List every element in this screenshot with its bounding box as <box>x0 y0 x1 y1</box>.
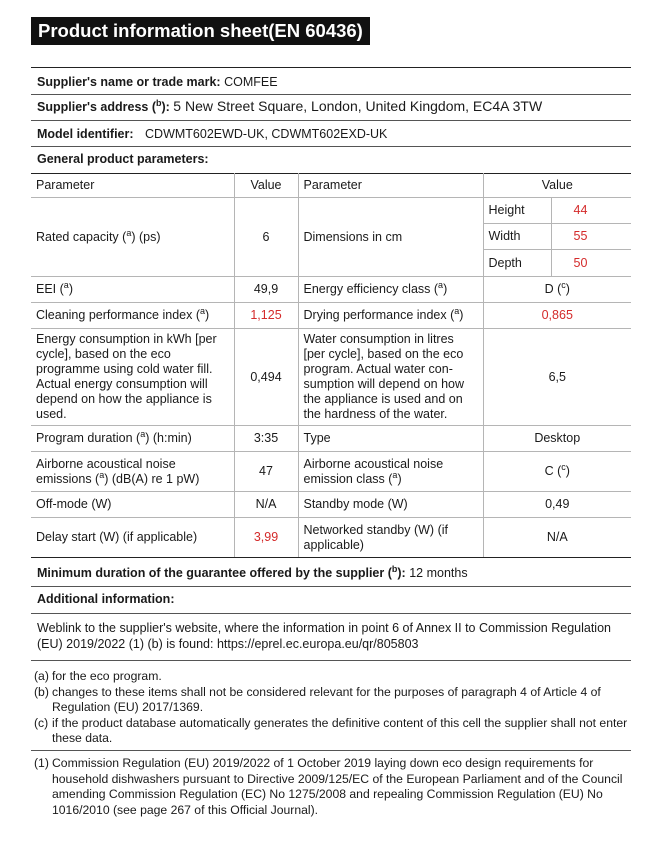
table-row <box>31 518 631 558</box>
page-title: Product information sheet(EN 60436) <box>31 17 370 45</box>
delay-start-value: 3,99 <box>234 518 298 558</box>
divider <box>31 67 631 68</box>
depth-label: Depth <box>483 250 551 277</box>
model-identifier-value: CDWMT602EWD-UK, CDWMT602EXD-UK <box>145 127 388 141</box>
noise-emissions-value: 47 <box>234 452 298 492</box>
height-label: Height <box>483 198 551 224</box>
footnote-text: Commission Regulation (EU) 2019/2022 of 1 October 2019 laying down eco design requirements for household dishwashers pursuant to Directive 2009/125/EC of the European Parliament and of the Council amending Commission Regulation (EC) No 1275/2008 and repealing Commission Regulation (EU) No 1016/2010 (see page 267 of this Official Journal). <box>52 756 623 817</box>
cleaning-label: Cleaning performance index ($^a$) <box>31 303 234 329</box>
supplier-name-row <box>37 75 278 89</box>
noise-class-label: Airborne acoustical noise emission class ($^a$) <box>298 452 483 492</box>
footnote <box>34 756 629 818</box>
noise-emissions-label: Airborne acoustical noise emissions ($^a$) (dB(A) re 1 pW) <box>31 452 234 492</box>
footnote-label: (1) <box>34 756 49 770</box>
note-item <box>34 716 629 747</box>
supplier-name-value: COMFEE <box>224 75 278 89</box>
supplier-name-label: Supplier's name or trade mark: <box>37 75 221 89</box>
type-value: Desktop <box>483 426 631 452</box>
supplier-address-row <box>37 98 542 114</box>
header-value: Value <box>234 174 298 198</box>
table-header-row <box>31 174 631 198</box>
water-consumption-label: Water consumption in litres [per cycle], based on the eco program. Actual water con-sumption will depend on how the appliance is used and on the hardness of the water. <box>298 329 483 426</box>
divider <box>31 146 631 147</box>
divider <box>31 586 631 587</box>
additional-info-heading: Additional information: <box>37 592 175 606</box>
rated-capacity-value: 6 <box>234 198 298 277</box>
model-identifier-row <box>37 127 387 141</box>
delay-start-label: Delay start (W) (if applicable) <box>31 518 234 558</box>
header-value-2: Value <box>483 174 631 198</box>
note-item <box>34 669 629 685</box>
guarantee-row <box>37 563 468 580</box>
weblink-text: Weblink to the supplier's website, where the information in point 6 of Annex II to Commission Regulation (EU) 2019/2022 (1) (b) is found: https://eprel.ec.europa.eu/qr/805803 <box>37 621 611 651</box>
note-label: (c) <box>34 715 49 730</box>
guarantee-value: 12 months <box>409 566 468 580</box>
divider <box>31 750 631 751</box>
eei-label: EEI ($^a$) <box>31 277 234 303</box>
table-row <box>31 426 631 452</box>
program-duration-label: Program duration ($^a$) (h:min) <box>31 426 234 452</box>
table-row <box>31 452 631 492</box>
type-label: Type <box>298 426 483 452</box>
off-mode-value: N/A <box>234 492 298 518</box>
drying-label: Drying performance index ($^a$) <box>298 303 483 329</box>
water-consumption-value: 6,5 <box>483 329 631 426</box>
noise-class-value: C ($^c$) <box>483 452 631 492</box>
footnote-item <box>34 756 629 818</box>
table-row <box>31 198 631 224</box>
table-row <box>31 303 631 329</box>
height-value: 44 <box>551 198 631 224</box>
off-mode-label: Off-mode (W) <box>31 492 234 518</box>
supplier-address-value: 5 New Street Square, London, United Kingdom, EC4A 3TW <box>173 98 543 114</box>
table-row <box>31 277 631 303</box>
header-parameter-2: Parameter <box>298 174 483 198</box>
depth-value: 50 <box>551 250 631 277</box>
table-row <box>31 329 631 426</box>
energy-class-value: D ($^c$) <box>483 277 631 303</box>
energy-class-label: Energy efficiency class ($^a$) <box>298 277 483 303</box>
divider <box>31 120 631 121</box>
width-label: Width <box>483 224 551 250</box>
general-params-heading: General product parameters: <box>37 152 209 166</box>
standby-mode-value: 0,49 <box>483 492 631 518</box>
note-label: (b) <box>34 684 49 699</box>
table-row <box>31 492 631 518</box>
guarantee-label: Minimum duration of the guarantee offered by the supplier ($^b$): <box>37 563 406 580</box>
rated-capacity-label: Rated capacity ($^a$) (ps) <box>31 198 234 277</box>
dimensions-label: Dimensions in cm <box>298 198 483 277</box>
program-duration-value: 3:35 <box>234 426 298 452</box>
note-text: for the eco program. <box>52 669 162 683</box>
notes-list <box>34 669 629 747</box>
note-text: if the product database automatically generates the definitive content of this cell the supplier shall not enter these data. <box>52 715 628 745</box>
note-text: changes to these items shall not be considered relevant for the purposes of paragraph 4 of Article 4 of Regulation (EU) 2017/1369. <box>52 684 601 714</box>
networked-standby-value: N/A <box>483 518 631 558</box>
networked-standby-label: Networked standby (W) (if applicable) <box>298 518 483 558</box>
energy-consumption-label: Energy consumption in kWh [per cycle], based on the eco programme using cold water fill. Actual energy consumption will depend on how the appliance is used. <box>31 329 234 426</box>
standby-mode-label: Standby mode (W) <box>298 492 483 518</box>
drying-value: 0,865 <box>483 303 631 329</box>
parameters-table <box>31 173 631 558</box>
energy-consumption-value: 0,494 <box>234 329 298 426</box>
note-item <box>34 685 629 716</box>
note-label: (a) <box>34 669 49 683</box>
cleaning-value: 1,125 <box>234 303 298 329</box>
supplier-address-label: Supplier's address ($^b$): <box>37 97 170 114</box>
width-value: 55 <box>551 224 631 250</box>
eei-value: 49,9 <box>234 277 298 303</box>
header-parameter: Parameter <box>31 174 234 198</box>
model-identifier-label: Model identifier: <box>37 127 134 141</box>
divider <box>31 94 631 95</box>
